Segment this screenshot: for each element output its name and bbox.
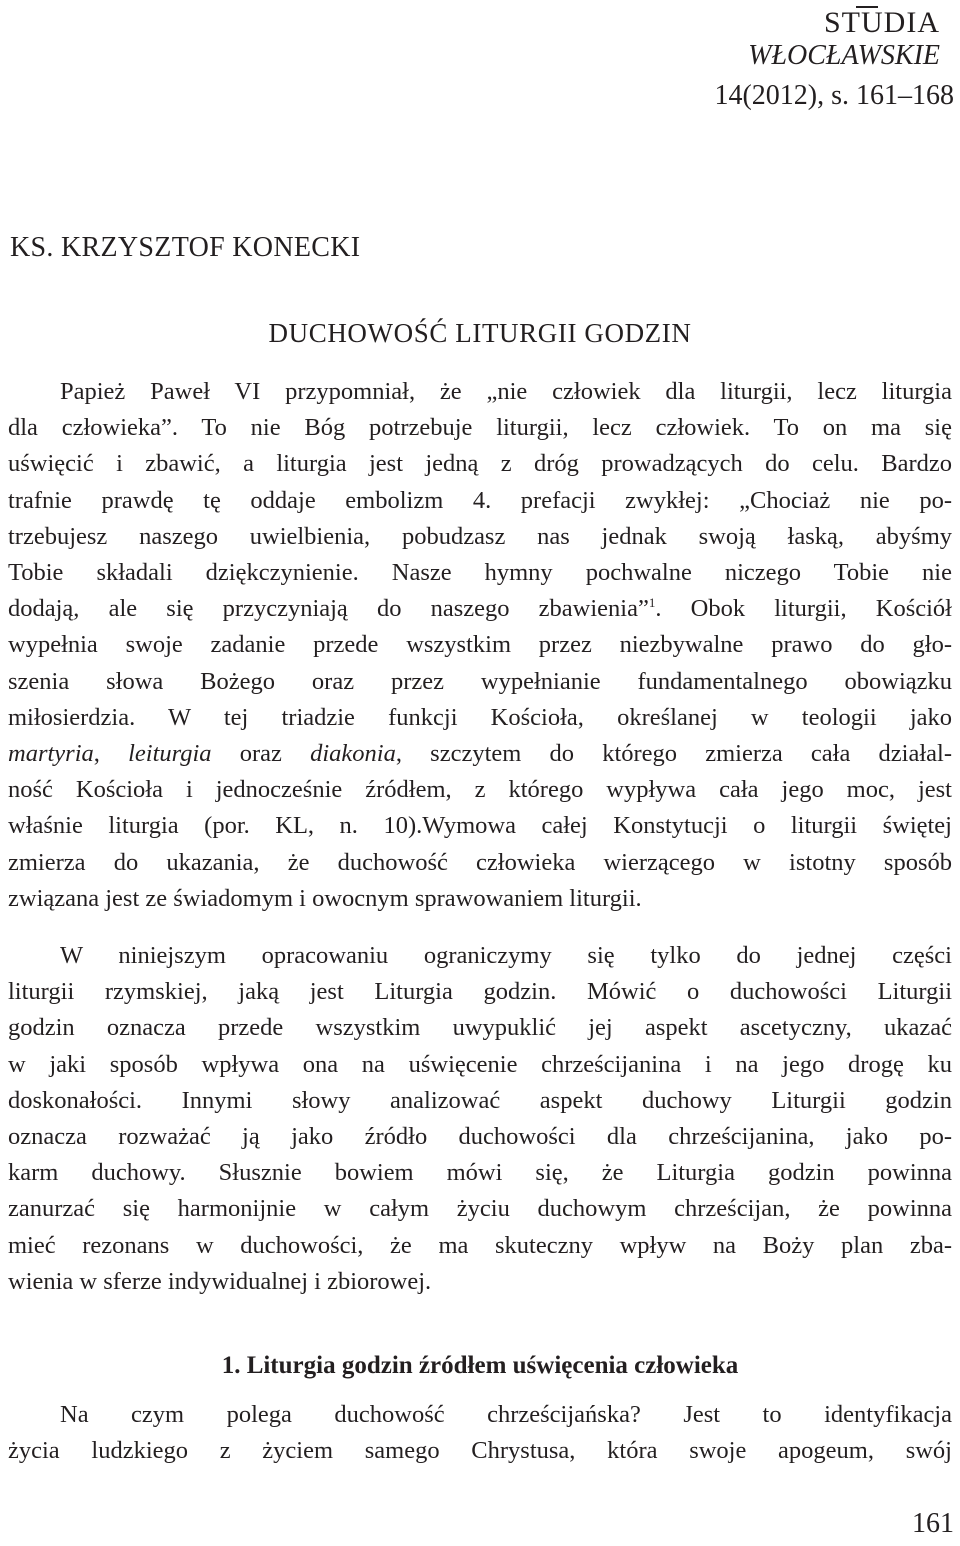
text-line: Tobie składali dziękczynienie. Nasze hymny pochwalne niczego Tobie nie bbox=[8, 559, 952, 587]
text-line: W niniejszym opracowaniu ograniczymy się tylko do jednej części bbox=[60, 942, 952, 969]
italic-term: leiturgia bbox=[128, 740, 212, 768]
paragraph-intro bbox=[8, 374, 952, 917]
text-line: ność Kościoła i jednocześnie źródłem, z którego wypływa cała jego moc, jest bbox=[8, 776, 952, 804]
section-heading: 1. Liturgia godzin źródłem uświęcenia człowieka bbox=[221, 1352, 739, 1379]
text-fragment: . Obok liturgii, Kościół bbox=[655, 595, 952, 623]
paragraph-scope bbox=[8, 938, 952, 1300]
text-line: dla człowieka”. To nie Bóg potrzebuje liturgii, lecz człowiek. To on ma się bbox=[8, 414, 952, 442]
text-line: wypełnia swoje zadanie przede wszystkim przez niezbywalne prawo do gło- bbox=[8, 631, 952, 659]
text-line: mieć rezonans w duchowości, że ma skuteczny wpływ na Boży plan zba- bbox=[8, 1231, 952, 1259]
italic-term: martyria bbox=[8, 740, 94, 768]
text-line: zmierza do ukazania, że duchowość człowieka wierzącego w istotny sposób bbox=[8, 848, 952, 876]
text-line: wienia w sferze indywidualnej i zbiorowej. bbox=[8, 1267, 432, 1295]
text-line: Papież Paweł VI przypomniał, że „nie człowiek dla liturgii, lecz liturgia bbox=[60, 378, 952, 405]
text-line: oznacza rozważać ją jako źródło duchowości dla chrześcijanina, jako po- bbox=[8, 1123, 952, 1151]
text-line: w jaki sposób wpływa ona na uświęcenie chrześcijanina i na jego drogę ku bbox=[8, 1050, 952, 1078]
text-line: liturgii rzymskiej, jaką jest Liturgia godzin. Mówić o duchowości Liturgii bbox=[8, 978, 952, 1006]
text-line-with-italics bbox=[8, 736, 952, 772]
text-line: życia ludzkiego z życiem samego Chrystusa, która swoje apogeum, swój bbox=[8, 1437, 952, 1465]
text-line: Na czym polega duchowość chrześcijańska? Jest to identyfikacja bbox=[60, 1401, 952, 1428]
text-fragment: , szczytem do którego zmierza cała działal- bbox=[395, 740, 953, 768]
paragraph-section1 bbox=[8, 1397, 952, 1469]
text-line: miłosierdzia. W tej triadzie funkcji Kościoła, określanej w teologii jako bbox=[8, 703, 952, 731]
text-fragment: dodają, ale się przyczyniają do naszego zbawienia” bbox=[8, 595, 649, 623]
journal-logo bbox=[728, 2, 948, 70]
text-line: szenia słowa Bożego oraz przez wypełnianie fundamentalnego obowiązku bbox=[8, 667, 952, 695]
logo-line-wloclawskie: WŁOCŁAWSKIE bbox=[748, 40, 940, 70]
text-line: doskonałości. Innymi słowy analizować aspekt duchowy Liturgii godzin bbox=[8, 1086, 952, 1114]
text-line: godzin oznacza przede wszystkim uwypuklić jej aspekt ascetyczny, ukazać bbox=[8, 1014, 952, 1042]
article-author: KS. KRZYSZTOF KONECKI bbox=[10, 232, 361, 263]
article-title: DUCHOWOŚĆ LITURGII GODZIN bbox=[268, 318, 692, 348]
text-line-with-footnote bbox=[8, 591, 952, 627]
journal-logo-graphic bbox=[728, 2, 948, 70]
footnote-marker[interactable]: 1 bbox=[648, 595, 656, 611]
text-fragment: , bbox=[93, 740, 129, 768]
text-line: właśnie liturgia (por. KL, n. 10).Wymowa całej Konstytucji o liturgii świętej bbox=[8, 812, 952, 840]
page-number: 161 bbox=[912, 1508, 954, 1539]
italic-term: diakonia bbox=[310, 740, 396, 768]
text-line: trafnie prawdę tę oddaje embolizm 4. prefacji zwykłej: „Chociaż nie po- bbox=[8, 486, 952, 514]
text-fragment: oraz bbox=[211, 740, 311, 768]
text-line: zanurzać się harmonijnie w całym życiu duchowym chrześcijan, że powinna bbox=[8, 1195, 952, 1223]
text-line: karm duchowy. Słusznie bowiem mówi się, że Liturgia godzin powinna bbox=[8, 1159, 952, 1187]
issue-reference: 14(2012), s. 161–168 bbox=[714, 80, 954, 111]
text-line: uświęcić i zbawić, a liturgia jest jedną z dróg prowadzących do celu. Bardzo bbox=[8, 450, 952, 478]
logo-line-studia: STUDIA bbox=[824, 6, 940, 39]
text-line: trzebujesz naszego uwielbienia, pobudzasz nas jednak swoją łaską, abyśmy bbox=[8, 522, 952, 550]
text-line: związana jest ze świadomym i owocnym sprawowaniem liturgii. bbox=[8, 884, 642, 912]
